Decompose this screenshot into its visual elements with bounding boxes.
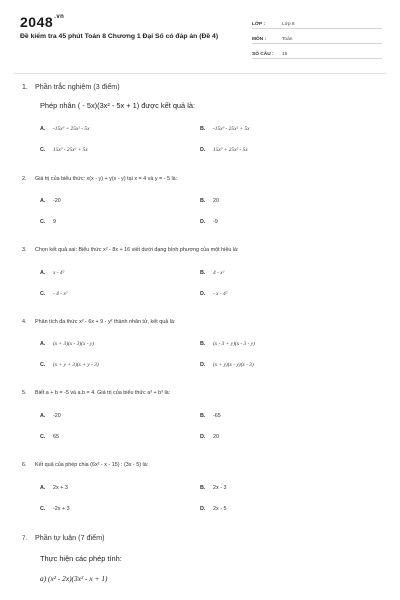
meta-value: Toán — [282, 37, 293, 42]
essay-item-a: a) (x² - 2x)(3x² - x + 1) — [40, 574, 108, 583]
option-letter: B. — [200, 341, 206, 347]
option-letter: B. — [200, 413, 206, 419]
option-value: 15x³ + 25x² - 5x — [213, 147, 248, 153]
option-letter: C. — [40, 362, 46, 368]
option-letter: A. — [40, 198, 46, 204]
question-1-options — [40, 126, 360, 153]
option-value: 65 — [53, 434, 59, 440]
question-text: Kết quả của phép chia (6x² - x - 15) : (3x - 5) là: — [35, 462, 149, 468]
question-4-options — [40, 341, 360, 368]
option-value: 15x³ - 25x² + 5x — [53, 147, 88, 153]
option-value: -15x³ - 25x² + 5x — [213, 126, 250, 132]
question-5 — [22, 390, 382, 396]
question-number: 6. — [22, 462, 27, 468]
meta-row-class — [252, 16, 382, 29]
question-6-options — [40, 485, 360, 512]
option-value: 4 - x² — [213, 270, 225, 276]
section-heading-essay — [22, 533, 382, 542]
option-letter: A. — [40, 270, 46, 276]
option-c[interactable] — [40, 506, 200, 512]
question-number: 3. — [22, 247, 27, 253]
option-value: 2x - 3 — [213, 485, 227, 491]
option-letter: C. — [40, 291, 46, 297]
option-d[interactable] — [200, 291, 360, 297]
option-letter: D. — [200, 291, 206, 297]
question-text: Phân tích đa thức x² - 6x + 9 - y² thành nhân tử, kết quả là: — [35, 319, 176, 325]
option-c[interactable] — [40, 434, 200, 440]
option-c[interactable] — [40, 291, 200, 297]
option-value: 2x - 5 — [213, 506, 227, 512]
question-6 — [22, 462, 382, 468]
meta-value: Lớp 8 — [282, 22, 295, 27]
option-b[interactable] — [200, 485, 360, 491]
option-value: x - 4² — [53, 270, 65, 276]
option-letter: C. — [40, 434, 46, 440]
section-title: Phần trắc nghiệm (3 điểm) — [35, 82, 120, 91]
question-text: Giá trị của biểu thức: x(x - y) + y(x - y) tại x = 4 và y = - 5 là: — [35, 176, 178, 182]
option-letter: A. — [40, 341, 46, 347]
option-letter: A. — [40, 413, 46, 419]
section-number: 1. — [22, 84, 28, 91]
option-letter: A. — [40, 485, 46, 491]
option-value: -65 — [213, 413, 221, 419]
option-letter: A. — [40, 126, 46, 132]
option-b[interactable] — [200, 270, 360, 276]
option-value: -20 — [53, 198, 61, 204]
option-value: 20 — [213, 434, 219, 440]
option-letter: B. — [200, 270, 206, 276]
option-value: (x + y)(x - y)(x - 3) — [213, 362, 254, 368]
option-value: -15x³ + 25x² - 5x — [53, 126, 90, 132]
option-d[interactable] — [200, 362, 360, 368]
logo-suffix: .vn — [54, 14, 65, 20]
question-1-text: Phép nhân ( - 5x)(3x² - 5x + 1) được kết quả là: — [40, 101, 196, 110]
option-letter: D. — [200, 362, 206, 368]
document-meta — [252, 16, 382, 61]
option-value: -20 — [53, 413, 61, 419]
option-a[interactable] — [40, 270, 200, 276]
question-number: 2. — [22, 176, 27, 182]
section-number: 7. — [22, 536, 28, 542]
option-c[interactable] — [40, 362, 200, 368]
logo-text: 2048 — [20, 14, 54, 30]
question-3-options — [40, 270, 360, 297]
question-text: Chọn kết quả sai: Biểu thức x² - 8x + 16 viết dưới dạng bình phương của một hiệu là: — [35, 247, 239, 253]
option-letter: D. — [200, 219, 206, 225]
meta-row-subject — [252, 31, 382, 44]
option-b[interactable] — [200, 413, 360, 419]
option-d[interactable] — [200, 219, 360, 225]
option-value: -9 — [213, 219, 218, 225]
option-d[interactable] — [200, 506, 360, 512]
option-a[interactable] — [40, 485, 200, 491]
option-b[interactable] — [200, 126, 360, 132]
question-5-options — [40, 413, 360, 440]
option-letter: D. — [200, 147, 206, 153]
question-3 — [22, 247, 382, 253]
document-title: Đề kiểm tra 45 phút Toán 8 Chương 1 Đại Số có đáp án (Đề 4) — [20, 33, 219, 40]
option-b[interactable] — [200, 341, 360, 347]
option-d[interactable] — [200, 434, 360, 440]
question-2 — [22, 176, 382, 182]
option-value: 20 — [213, 198, 219, 204]
option-letter: B. — [200, 198, 206, 204]
option-value: - x - 4² — [213, 291, 228, 297]
meta-value: 15 — [282, 52, 288, 57]
option-letter: D. — [200, 434, 206, 440]
question-number: 4. — [22, 319, 27, 325]
option-value: 9 — [53, 219, 56, 225]
essay-instruction: Thực hiện các phép tính: — [40, 554, 122, 563]
option-letter: D. — [200, 506, 206, 512]
option-value: -2x + 3 — [53, 506, 70, 512]
option-letter: C. — [40, 219, 46, 225]
section-heading-multiple-choice — [22, 82, 382, 91]
option-d[interactable] — [200, 147, 360, 153]
option-c[interactable] — [40, 147, 200, 153]
option-a[interactable] — [40, 413, 200, 419]
option-c[interactable] — [40, 219, 200, 225]
meta-key: MÔN : — [252, 37, 267, 42]
meta-key: SỐ CÂU : — [252, 52, 274, 57]
question-number: 5. — [22, 390, 27, 396]
option-value: (x - 3 + y)(x - 3 - y) — [213, 341, 255, 347]
option-value: - 4 - x² — [53, 291, 68, 297]
option-value: (x + y + 3)(x + y - 3) — [53, 362, 99, 368]
meta-row-count — [252, 46, 382, 59]
meta-key: LỚP : — [252, 22, 266, 27]
question-2-options — [40, 198, 360, 225]
option-a[interactable] — [40, 341, 200, 347]
question-4 — [22, 319, 382, 325]
site-logo[interactable] — [20, 14, 64, 30]
option-letter: C. — [40, 506, 46, 512]
header-divider — [14, 73, 386, 74]
option-value: 2x + 3 — [53, 485, 68, 491]
option-value: (x + 3)(x - 3)(x - y) — [53, 341, 95, 347]
option-letter: B. — [200, 126, 206, 132]
option-letter: C. — [40, 147, 46, 153]
option-a[interactable] — [40, 198, 200, 204]
option-b[interactable] — [200, 198, 360, 204]
option-a[interactable] — [40, 126, 200, 132]
option-letter: B. — [200, 485, 206, 491]
section-title: Phần tự luận (7 điểm) — [35, 533, 105, 542]
question-text: Biết a + b = -5 và a.b = 4. Giá trị của biểu thức a³ + b³ là: — [35, 390, 171, 396]
